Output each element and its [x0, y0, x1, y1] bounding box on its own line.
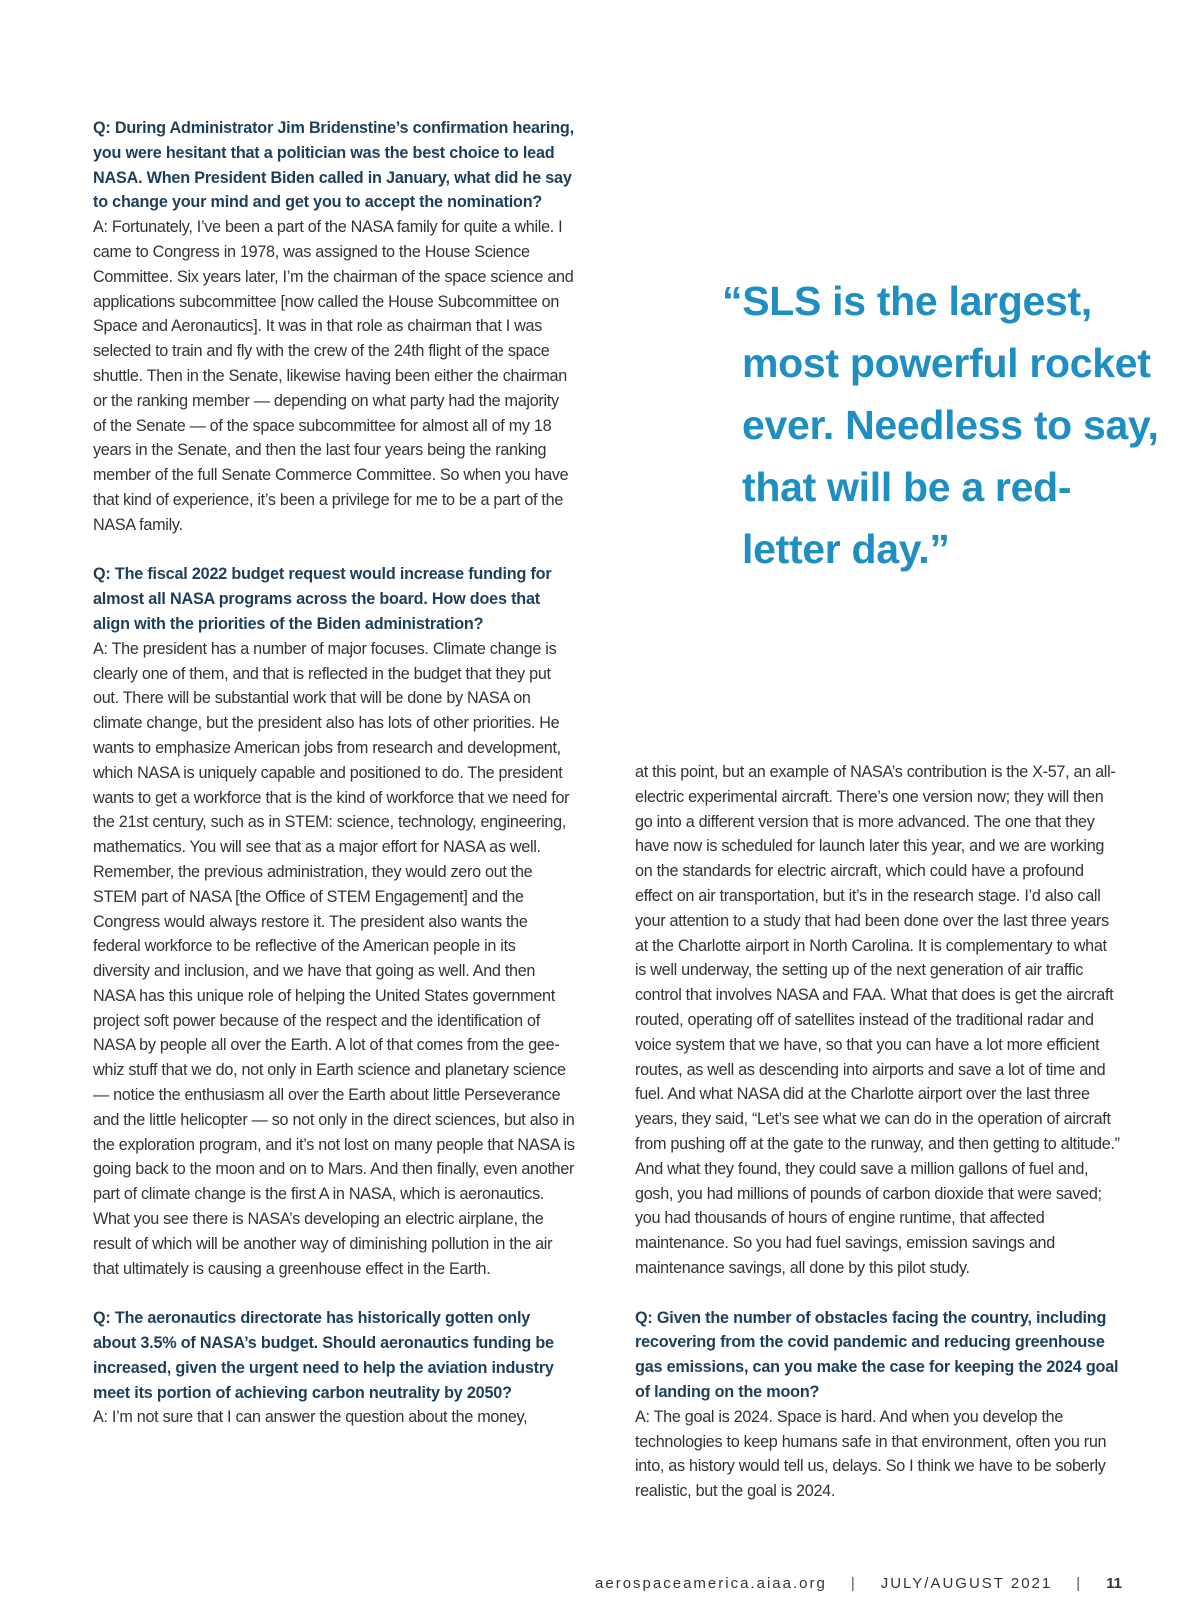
answer-aeronautics-continued: at this point, but an example of NASA’s contribution is the X-57, an all-electric experimental aircraft. There’s one version now; they will then go into a different version that is more advanced. The one that they have now is scheduled for launch later this year, and we are working on the standards for electric aircraft, which could have a profound effect on air transportation, but it’s in the research stage. I’d also call your attention to a study that had been done over the last three years at the Charlotte airport in North Carolina. It is complementary to what is well underway, the setting up of the next generation of air traffic control that involves NASA and FAA. What that does is get the aircraft routed, operating off of satellites instead of the traditional radar and voice system that we have, so that you can have a lot more efficient routes, as well as descending into airports and save a lot of time and fuel. And what NASA did at the Charlotte airport over the last three years, they said, “Let’s see what we can do in the operation of aircraft from pushing off at the gate to the runway, and then getting to altitude.” And what they found, they could save a million gallons of fuel and, gosh, you had millions of pounds of carbon dioxide that were saved; you had thousands of hours of engine runtime, that affected maintenance. So you had fuel savings, emission savings and maintenance savings, all done by this pilot study.	[635, 763, 1120, 1277]
answer-budget: A: The president has a number of major focuses. Climate change is clearly one of them, and that is reflected in the budget that they put out. There will be substantial work that will be done by NASA on climate change, but the president also has lots of other priorities. He wants to emphasize American jobs from research and development, which NASA is uniquely capable and positioned to do. The president wants to get a workforce that is the kind of workforce that we need for the 21st century, such as in STEM: science, technology, engineering, mathematics. You will see that as a major effort for NASA as well. Remember, the previous administration, they would zero out the STEM part of NASA [the Office of STEM Engagement] and the Congress would always restore it. The president also wants the federal workforce to be reflective of the American people in its diversity and inclusion, and we have that going as well. And then NASA has this unique role of helping the United States government project soft power because of the respect and the identification of NASA by people all over the Earth. A lot of that comes from the gee-whiz stuff that we do, not only in Earth science and planetary science — notice the enthusiasm all over the Earth about little Perseverance and the little helicopter — so not only in the direct sciences, but also in the exploration program, and it’s not lost on many people that NASA is going back to the moon and on to Mars. And then finally, even another part of climate change is the first A in NASA, which is aeronautics. What you see there is NASA’s developing an electric airplane, the result of which will be another way of diminishing pollution in the air that ultimately is causing a greenhouse effect in the Earth.	[93, 639, 575, 1278]
question-aeronautics: Q: The aeronautics directorate has historically gotten only about 3.5% of NASA’s budget. Should aeronautics funding be increased, given the urgent need to help the aviation industry meet its portion of achieving carbon neutrality by 2050?	[93, 1309, 554, 1402]
left-column	[93, 116, 575, 1430]
footer-separator: |	[1076, 1575, 1083, 1592]
answer-moon-2024: A: The goal is 2024. Space is hard. And when you develop the technologies to keep humans safe in that environment, often you run into, as history would tell us, delays. So I think we have to be soberly realistic, but the goal is 2024.	[635, 1407, 1107, 1501]
question-moon-2024: Q: Given the number of obstacles facing the country, including recovering from the covid pandemic and reducing greenhouse gas emissions, can you make the case for keeping the 2024 goal of landing on the moon?	[635, 1308, 1119, 1401]
footer-separator: |	[850, 1575, 857, 1592]
right-column	[635, 760, 1122, 1504]
page-number: 11	[1106, 1575, 1122, 1592]
answer-aeronautics: A: I’m not sure that I can answer the question about the money,	[93, 1408, 528, 1427]
page-footer	[595, 1575, 1122, 1592]
question-confirmation: Q: During Administrator Jim Bridenstine’s confirmation hearing, you were hesitant that a politician was the best choice to lead NASA. When President Biden called in January, what did he say to change your mind and get you to accept the nomination?	[93, 119, 574, 212]
pull-quote: “SLS is the largest, most powerful rocket ever. Needless to say, that will be a red-letter day.”	[722, 278, 1159, 572]
answer-confirmation: A: Fortunately, I’ve been a part of the NASA family for quite a while. I came to Congress in 1978, was assigned to the House Science Committee. Six years later, I’m the chairman of the space science and applications subcommittee [now called the House Subcommittee on Space and Aeronautics]. It was in that role as chairman that I was selected to train and fly with the crew of the 24th flight of the space shuttle. Then in the Senate, likewise having been either the chairman or the ranking member — depending on what party had the majority of the Senate — of the space subcommittee for almost all of my 18 years in the Senate, and then the last four years being the ranking member of the full Senate Commerce Committee. So when you have that kind of experience, it’s been a privilege for me to be a part of the NASA family.	[93, 218, 574, 534]
footer-site-link[interactable]: aerospaceamerica.aiaa.org	[595, 1575, 827, 1592]
question-budget: Q: The fiscal 2022 budget request would increase funding for almost all NASA programs across the board. How does that align with the priorities of the Biden administration?	[93, 565, 552, 633]
footer-issue: JULY/AUGUST 2021	[880, 1575, 1053, 1592]
